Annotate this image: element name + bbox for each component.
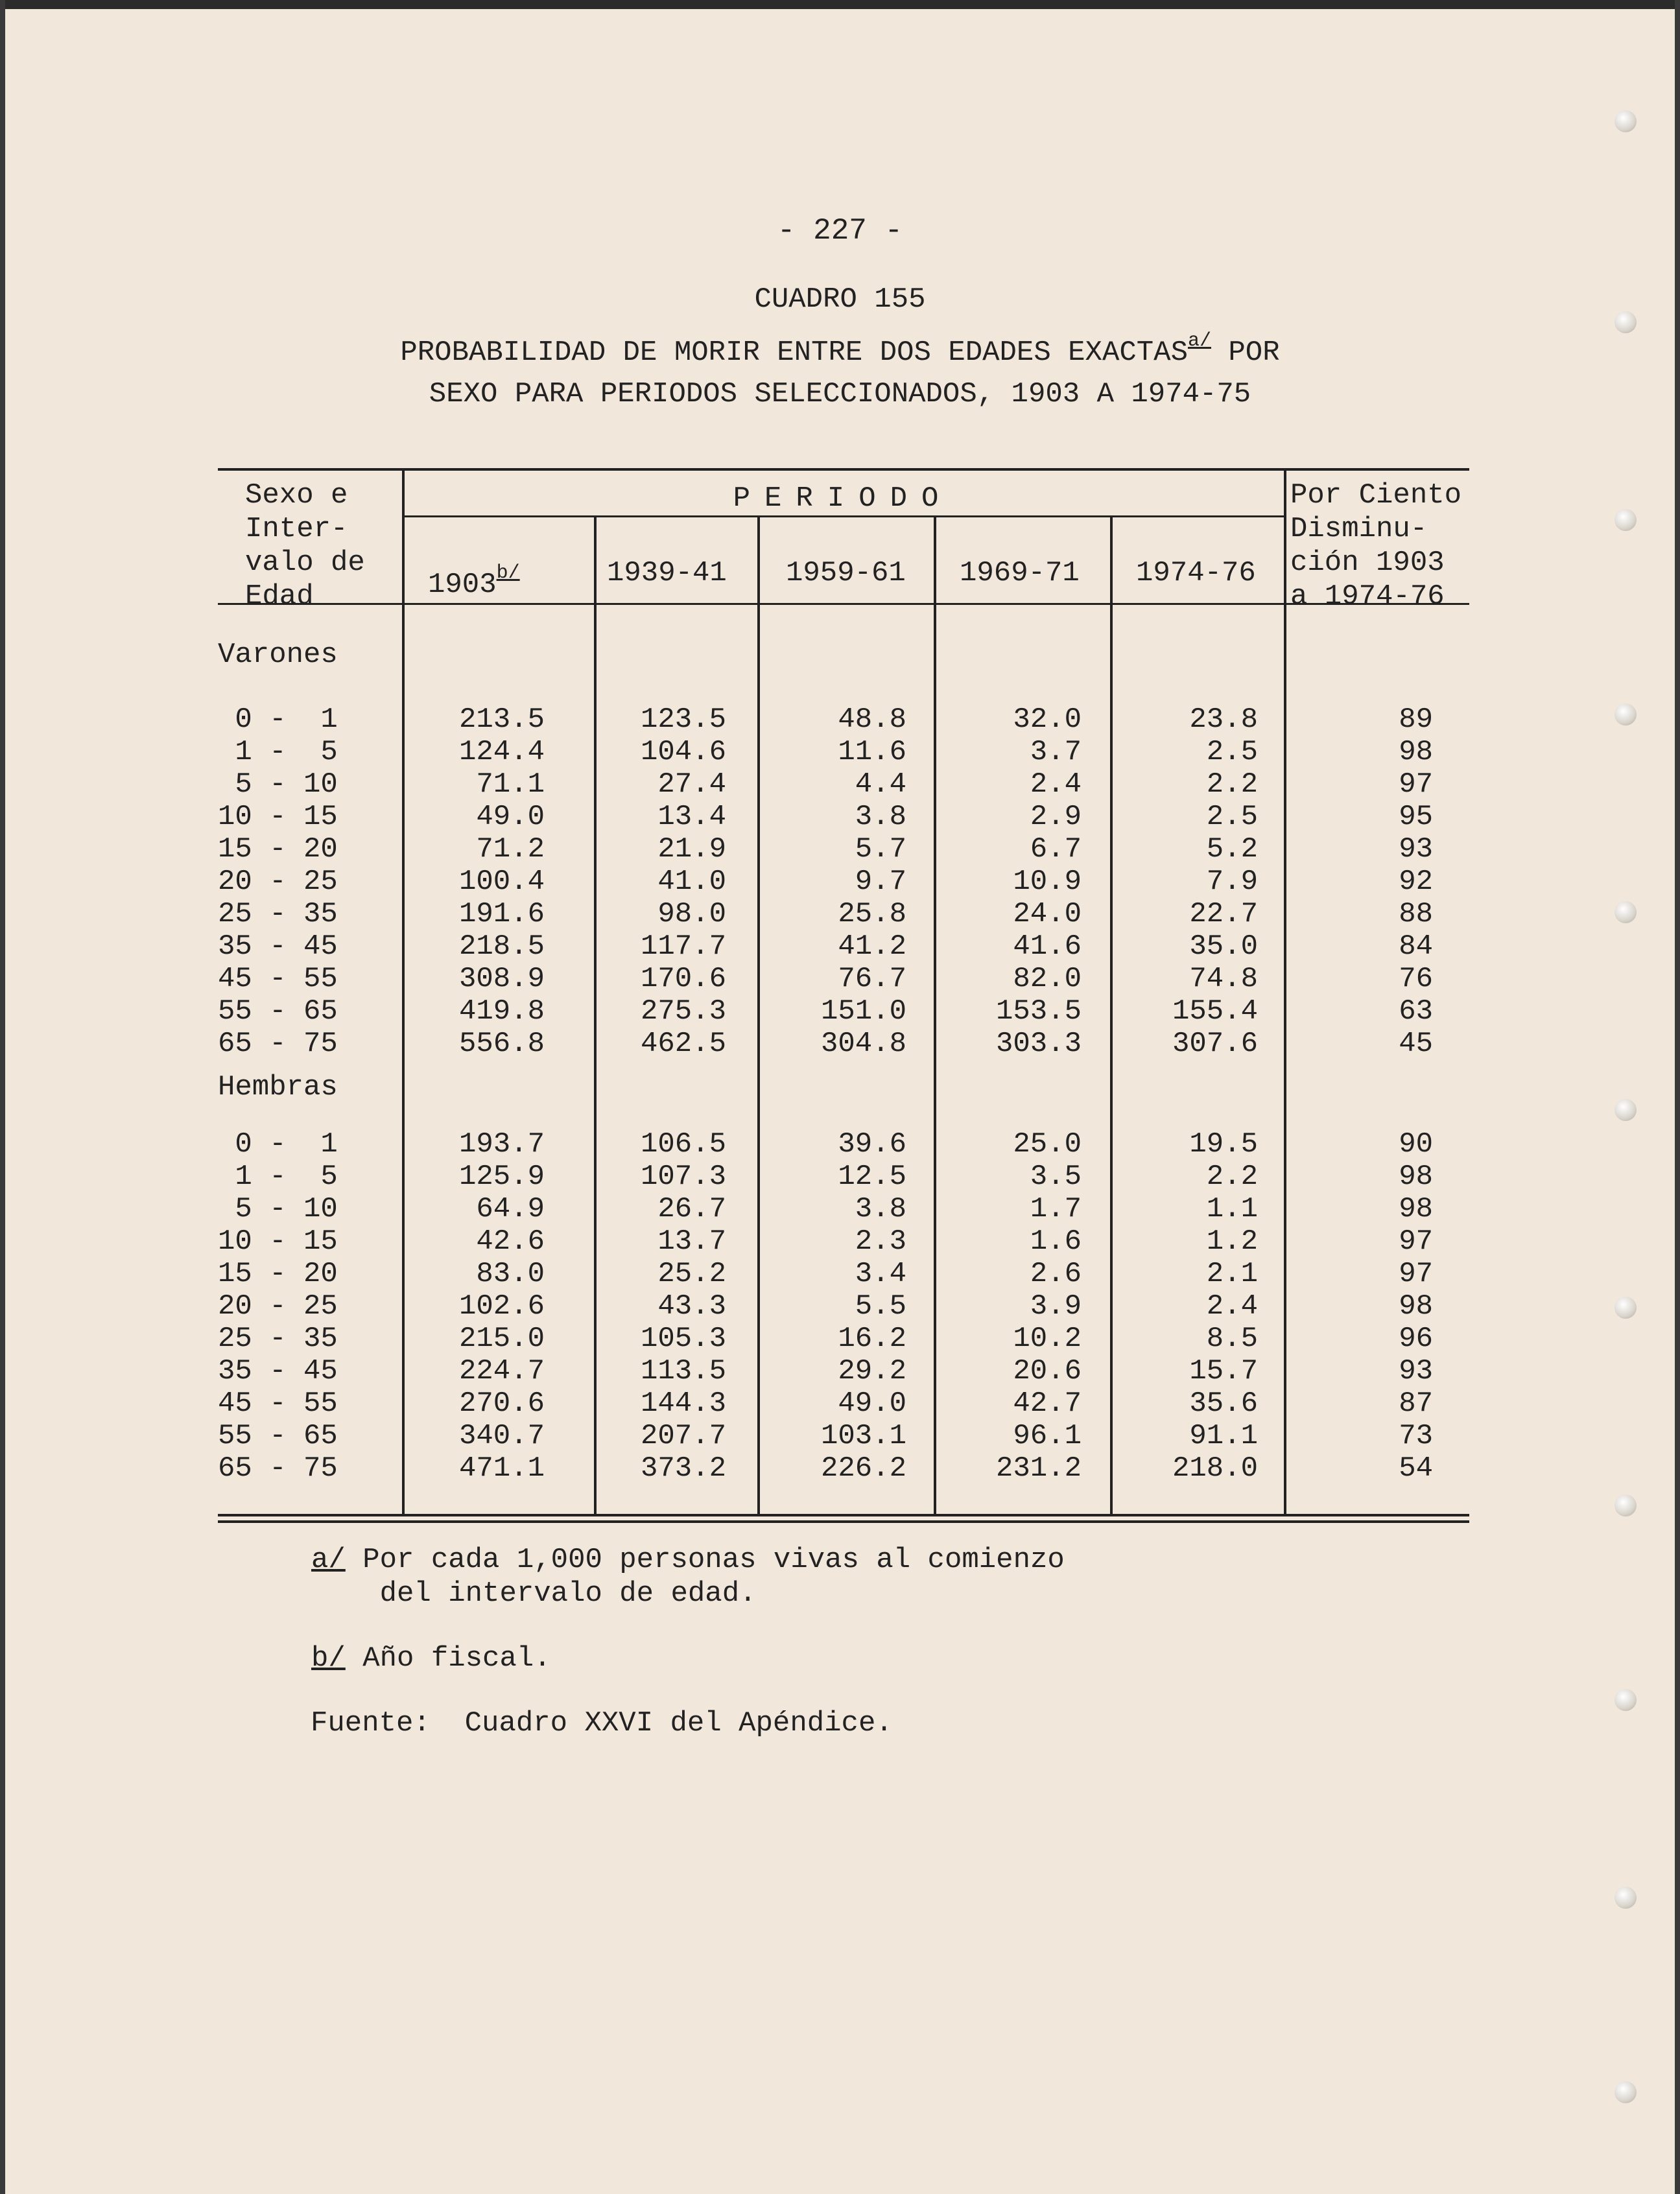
table-cell: 3.7 [1030,736,1082,768]
table-cell: 96.1 [1013,1420,1082,1452]
age-interval-label: 0 - 1 [218,703,338,736]
table-cell: 19.5 [1189,1128,1258,1161]
table-cell: 11.6 [838,736,906,768]
binder-hole [1615,110,1637,132]
table-top-rule [218,468,1469,471]
table-cell: 2.2 [1206,1161,1258,1193]
table-cell: 98 [1399,1193,1433,1225]
header-1969-71: 1969-71 [960,557,1080,589]
table-cell: 12.5 [838,1161,906,1193]
table-cell: 155.4 [1172,995,1258,1028]
table-cell: 87 [1399,1387,1433,1420]
header-1974-76: 1974-76 [1136,557,1256,589]
table-cell: 2.4 [1030,768,1082,801]
table-cell: 64.9 [476,1193,545,1225]
age-interval-label: 1 - 5 [218,736,338,768]
table-cell: 15.7 [1189,1355,1258,1387]
age-interval-label: 45 - 55 [218,963,338,995]
table-cell: 97 [1399,768,1433,801]
table-bottom-rule [218,1514,1469,1516]
footnote-b: b/ Año fiscal. [311,1642,551,1675]
column-divider [934,515,936,1514]
table-cell: 88 [1399,898,1433,930]
table-cell: 98 [1399,736,1433,768]
table-cell: 218.5 [458,930,545,963]
header-sexo-intervalo: Sexo e Inter- valo de Edad [245,479,365,613]
table-cell: 71.2 [476,833,545,866]
table-cell: 97 [1399,1225,1433,1258]
table-cell: 224.7 [458,1355,545,1387]
table-cell: 275.3 [640,995,726,1028]
table-cell: 304.8 [820,1028,906,1060]
age-interval-label: 55 - 65 [218,995,338,1028]
table-cell: 308.9 [458,963,545,995]
age-interval-label: 35 - 45 [218,930,338,963]
table-cell: 170.6 [640,963,726,995]
age-interval-label: 10 - 15 [218,801,338,833]
table-cell: 462.5 [640,1028,726,1060]
table-cell: 63 [1399,995,1433,1028]
table-cell: 105.3 [640,1323,726,1355]
table-cell: 82.0 [1013,963,1082,995]
age-interval-label: 55 - 65 [218,1420,338,1452]
table-cell: 25.2 [657,1258,726,1290]
title-line-1: PROBABILIDAD DE MORIR ENTRE DOS EDADES $EXACTAS^{a/}$ POR [400,330,1280,369]
binder-hole [1615,1689,1637,1711]
header-1939-41: 1939-41 [607,557,727,589]
periodo-rule [402,515,1285,517]
table-cell: 100.4 [458,866,545,898]
table-cell: 144.3 [640,1387,726,1420]
table-cell: 73 [1399,1420,1433,1452]
table-cell: 49.0 [838,1387,906,1420]
table-cell: 2.1 [1206,1258,1258,1290]
age-interval-label: 15 - 20 [218,833,338,866]
table-cell: 6.7 [1030,833,1082,866]
footnote-a: a/ Por cada 1,000 personas vivas al comienzo del intervalo de edad. [311,1544,1065,1610]
binder-hole [1615,1494,1637,1516]
table-cell: 5.5 [855,1290,906,1323]
table-cell: 10.2 [1013,1323,1082,1355]
table-cell: 231.2 [995,1452,1082,1485]
table-cell: 556.8 [458,1028,545,1060]
table-cell: 92 [1399,866,1433,898]
table-cell: 270.6 [458,1387,545,1420]
table-cell: 16.2 [838,1323,906,1355]
table-cell: 76.7 [838,963,906,995]
table-cell: 3.8 [855,1193,906,1225]
table-cell: 24.0 [1013,898,1082,930]
table-cell: 2.6 [1030,1258,1082,1290]
table-bottom-rule-double [218,1520,1469,1523]
table-cell: 35.6 [1189,1387,1258,1420]
binder-hole [1615,1887,1637,1909]
table-cell: 95 [1399,801,1433,833]
scan-edge-top [0,0,1680,9]
table-cell: 71.1 [476,768,545,801]
table-cell: 340.7 [458,1420,545,1452]
age-interval-label: 25 - 35 [218,1323,338,1355]
header-periodo: PERIODO [733,482,953,515]
table-cell: 213.5 [458,703,545,736]
table-cell: 42.7 [1013,1387,1082,1420]
table-cell: 42.6 [476,1225,545,1258]
section-hembras: Hembras [218,1071,338,1103]
column-divider [1110,515,1113,1514]
table-cell: 5.7 [855,833,906,866]
table-cell: 117.7 [640,930,726,963]
table-cell: 43.3 [657,1290,726,1323]
table-cell: 90 [1399,1128,1433,1161]
table-cell: 9.7 [855,866,906,898]
table-cell: 29.2 [838,1355,906,1387]
table-cell: 2.4 [1206,1290,1258,1323]
table-cell: 7.9 [1206,866,1258,898]
table-cell: 3.4 [855,1258,906,1290]
header-por-ciento: Por Ciento Disminu- ción 1903 a 1974-76 [1290,479,1462,613]
table-cell: 226.2 [820,1452,906,1485]
table-cell: 32.0 [1013,703,1082,736]
table-cell: 3.9 [1030,1290,1082,1323]
table-cell: 2.2 [1206,768,1258,801]
table-cell: 10.9 [1013,866,1082,898]
table-cell: 153.5 [995,995,1082,1028]
age-interval-label: 10 - 15 [218,1225,338,1258]
column-divider [402,468,405,1514]
table-cell: 4.4 [855,768,906,801]
table-cell: 1.6 [1030,1225,1082,1258]
table-number: CUADRO 155 [754,283,926,316]
table-cell: 49.0 [476,801,545,833]
binder-hole [1615,1297,1637,1319]
column-divider [1284,468,1286,1514]
table-cell: 98 [1399,1161,1433,1193]
table-cell: 124.4 [458,736,545,768]
header-bottom-rule [218,603,1469,605]
table-cell: 1.7 [1030,1193,1082,1225]
table-cell: 89 [1399,703,1433,736]
age-interval-label: 20 - 25 [218,1290,338,1323]
table-cell: 191.6 [458,898,545,930]
age-interval-label: 15 - 20 [218,1258,338,1290]
table-cell: 1.2 [1206,1225,1258,1258]
table-cell: 35.0 [1189,930,1258,963]
table-cell: 1.1 [1206,1193,1258,1225]
header-1959-61: 1959-61 [786,557,906,589]
age-interval-label: 65 - 75 [218,1452,338,1485]
table-cell: 5.2 [1206,833,1258,866]
table-cell: 25.8 [838,898,906,930]
table-cell: 54 [1399,1452,1433,1485]
table-cell: 96 [1399,1323,1433,1355]
title-block [0,279,1680,415]
table-cell: 39.6 [838,1128,906,1161]
table-cell: 3.5 [1030,1161,1082,1193]
table-cell: 22.7 [1189,898,1258,930]
table-cell: 102.6 [458,1290,545,1323]
table-cell: 98.0 [657,898,726,930]
binder-hole [1615,2081,1637,2103]
table-cell: 41.6 [1013,930,1082,963]
table-cell: 41.2 [838,930,906,963]
table-cell: 125.9 [458,1161,545,1193]
table-cell: 471.1 [458,1452,545,1485]
table-cell: 106.5 [640,1128,726,1161]
table-cell: 123.5 [640,703,726,736]
table-cell: 218.0 [1172,1452,1258,1485]
table-cell: 13.7 [657,1225,726,1258]
table-cell: 91.1 [1189,1420,1258,1452]
table-cell: 103.1 [820,1420,906,1452]
source-note: Fuente: Cuadro XXVI del Apéndice. [311,1707,893,1740]
table-cell: 419.8 [458,995,545,1028]
binder-hole [1615,901,1637,923]
table-cell: 151.0 [820,995,906,1028]
age-interval-label: 5 - 10 [218,768,338,801]
table-cell: 373.2 [640,1452,726,1485]
table-cell: 193.7 [458,1128,545,1161]
age-interval-label: 25 - 35 [218,898,338,930]
page-number: - 227 - [777,214,903,248]
table-cell: 45 [1399,1028,1433,1060]
footnotes [311,1543,1065,1771]
table-cell: 26.7 [657,1193,726,1225]
table-cell: 8.5 [1206,1323,1258,1355]
table-cell: 2.5 [1206,801,1258,833]
table-cell: 20.6 [1013,1355,1082,1387]
table-cell: 13.4 [657,801,726,833]
table-cell: 307.6 [1172,1028,1258,1060]
table-cell: 76 [1399,963,1433,995]
binder-hole [1615,1099,1637,1121]
table-cell: 2.5 [1206,736,1258,768]
table-cell: 2.9 [1030,801,1082,833]
table-cell: 93 [1399,833,1433,866]
age-interval-label: 45 - 55 [218,1387,338,1420]
table-cell: 25.0 [1013,1128,1082,1161]
binder-hole [1615,509,1637,531]
table-cell: 107.3 [640,1161,726,1193]
title-line-2: SEXO PARA PERIODOS SELECCIONADOS, 1903 A 1974-75 [429,378,1251,410]
section-varones: Varones [218,639,338,671]
table-cell: 2.3 [855,1225,906,1258]
column-divider [757,515,760,1514]
title-footnote-mark: a/ [1187,330,1211,352]
table-cell: 104.6 [640,736,726,768]
table-cell: 207.7 [640,1420,726,1452]
table-cell: 83.0 [476,1258,545,1290]
table-cell: 97 [1399,1258,1433,1290]
table-cell: 23.8 [1189,703,1258,736]
binder-hole [1615,703,1637,725]
table-cell: 3.8 [855,801,906,833]
table-cell: 74.8 [1189,963,1258,995]
table-cell: 215.0 [458,1323,545,1355]
age-interval-label: 65 - 75 [218,1028,338,1060]
table-cell: 84 [1399,930,1433,963]
table-cell: 113.5 [640,1355,726,1387]
table-cell: 98 [1399,1290,1433,1323]
age-interval-label: 0 - 1 [218,1128,338,1161]
age-interval-label: 1 - 5 [218,1161,338,1193]
table-cell: 303.3 [995,1028,1082,1060]
table-cell: 41.0 [657,866,726,898]
age-interval-label: 5 - 10 [218,1193,338,1225]
table-cell: 27.4 [657,768,726,801]
age-interval-label: 35 - 45 [218,1355,338,1387]
table-cell: 48.8 [838,703,906,736]
header-1903: $1903^{b/}$ [428,562,520,601]
table-cell: 21.9 [657,833,726,866]
age-interval-label: 20 - 25 [218,866,338,898]
table-cell: 93 [1399,1355,1433,1387]
